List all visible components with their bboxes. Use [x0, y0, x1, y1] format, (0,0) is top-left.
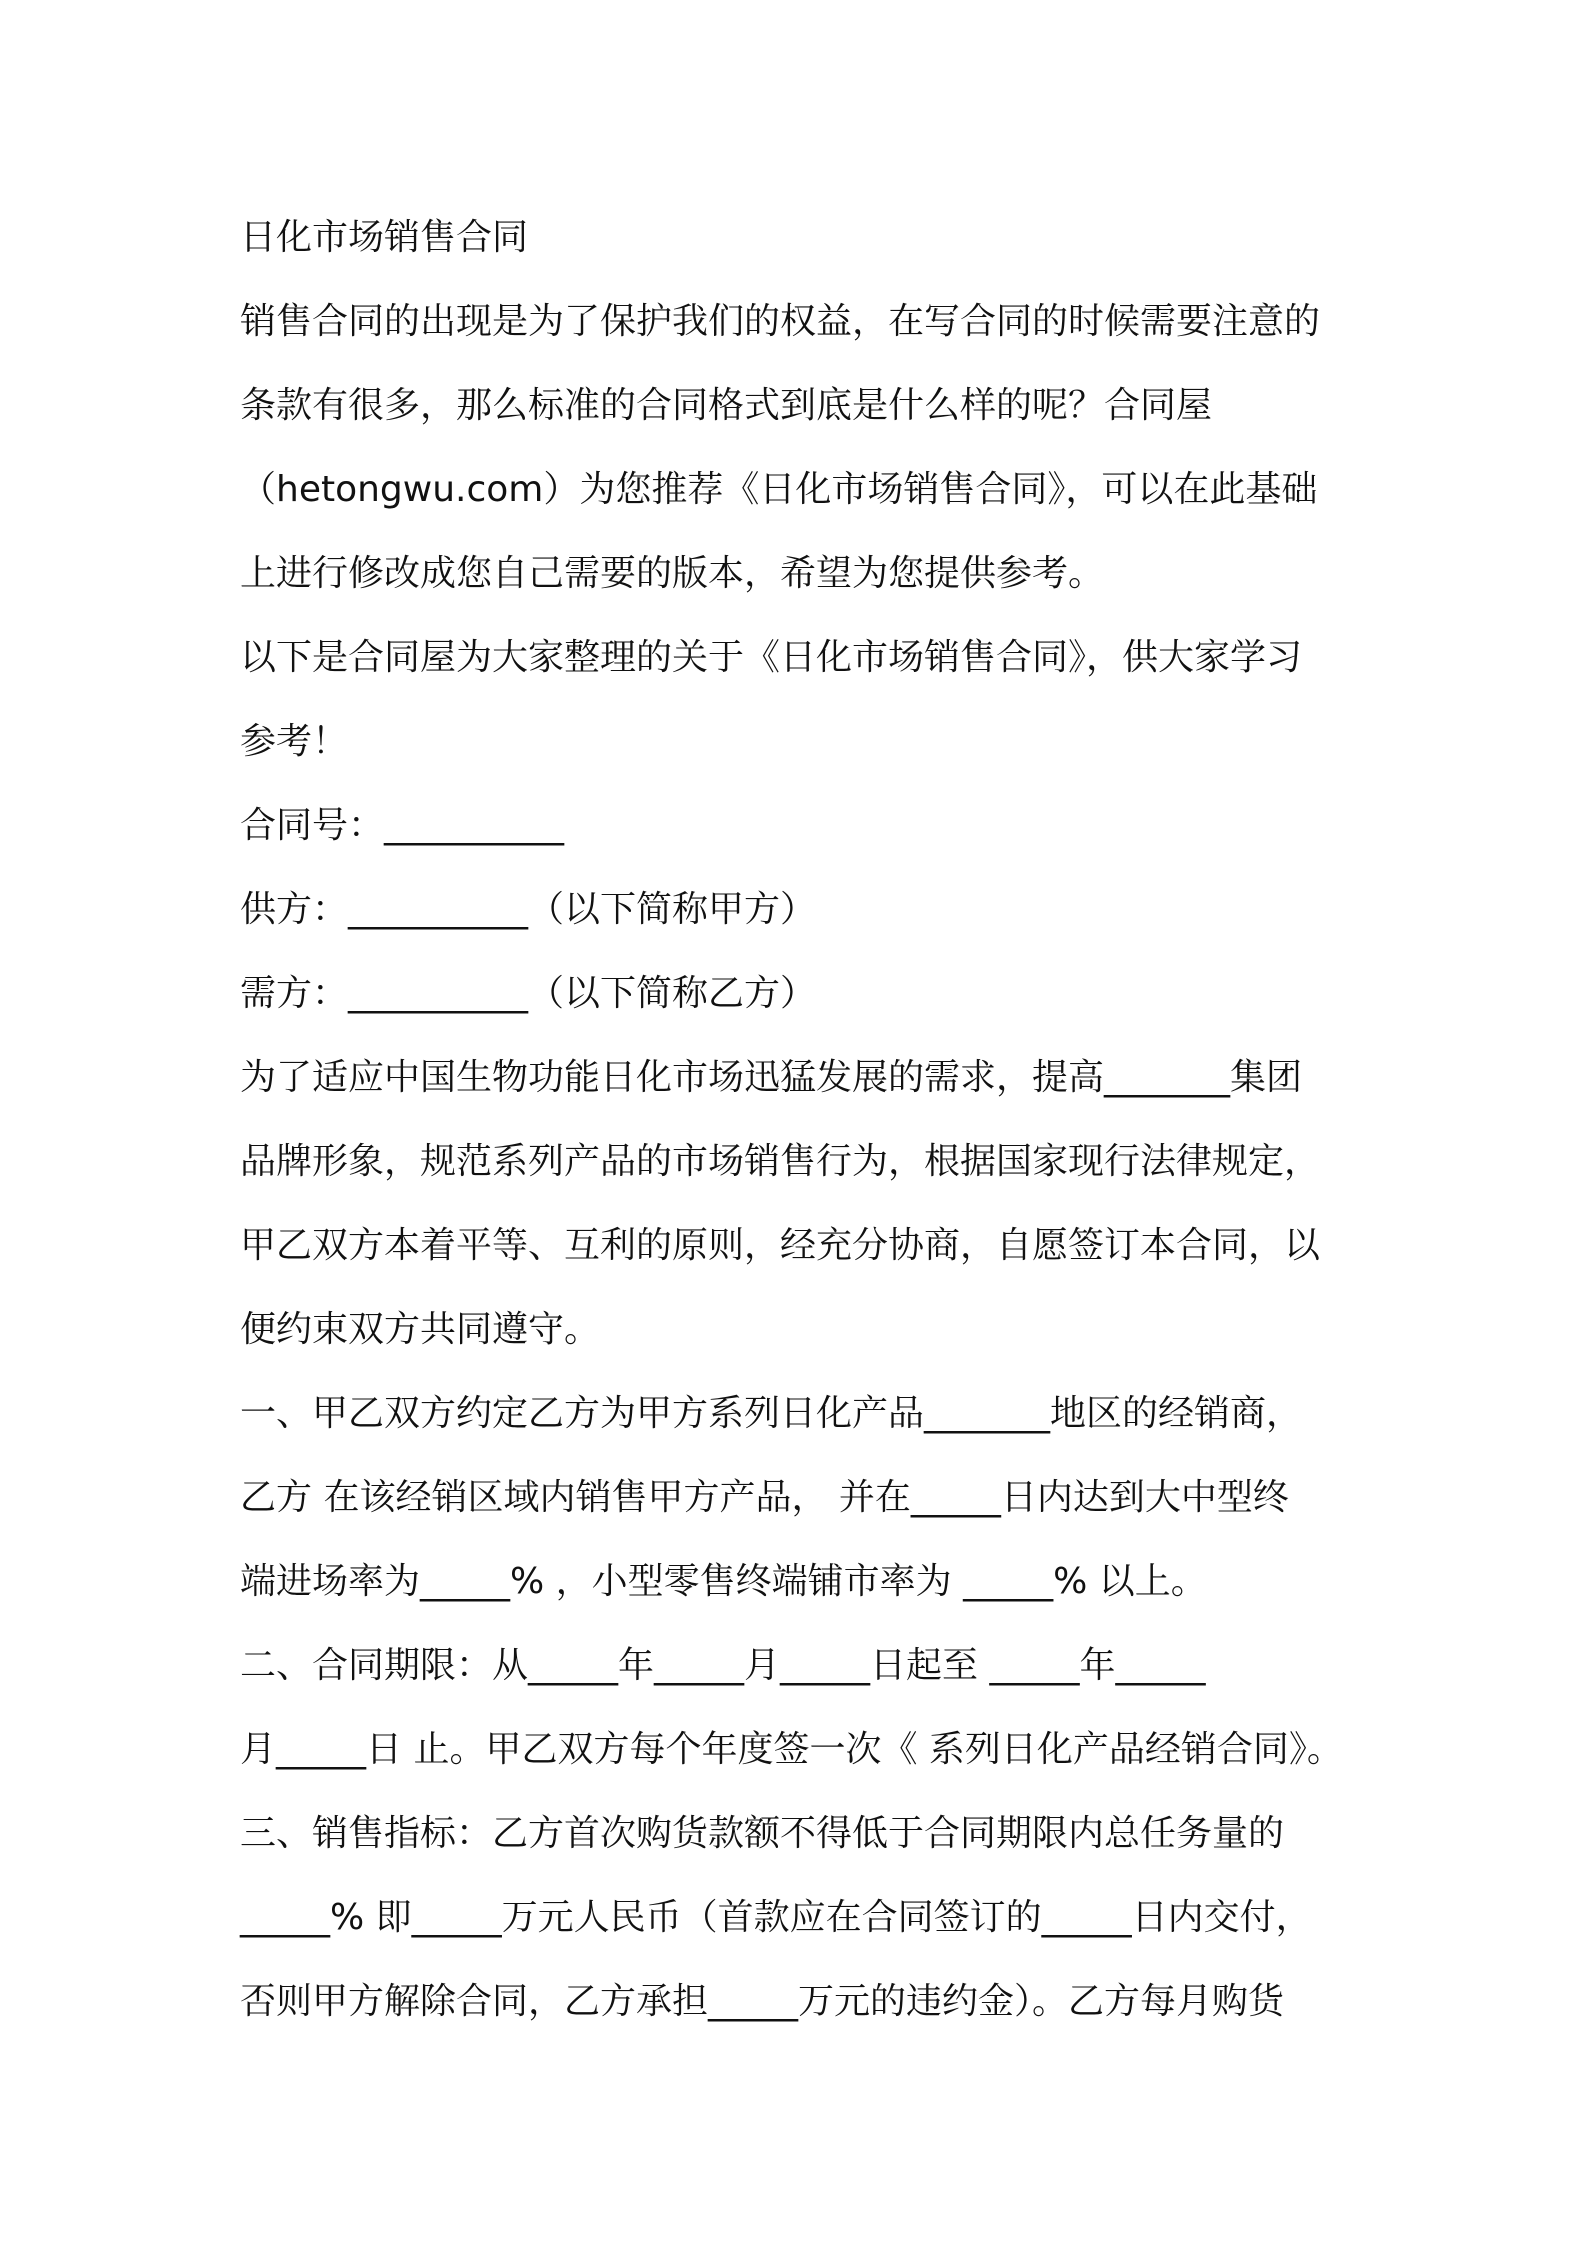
- clause-line: 二、合同期限：从_____年_____月_____日起至 _____年_____: [240, 1645, 1206, 1686]
- paragraph-line: 为了适应中国生物功能日化市场迅猛发展的需求，提高_______集团: [240, 1057, 1303, 1098]
- paragraph-line: 品牌形象，规范系列产品的市场销售行为，根据国家现行法律规定，: [240, 1141, 1321, 1182]
- paragraph-line: 以下是合同屋为大家整理的关于《日化市场销售合同》，供大家学习: [240, 637, 1303, 678]
- clause-line: 乙方 在该经销区域内销售甲方产品， 并在_____日内达到大中型终: [240, 1477, 1289, 1518]
- paragraph-line: 便约束双方共同遵守。: [240, 1309, 601, 1350]
- clause-line: 一、甲乙双方约定乙方为甲方系列日化产品_______地区的经销商，: [240, 1393, 1303, 1434]
- paragraph-line: （hetongwu.com）为您推荐《日化市场销售合同》，可以在此基础: [240, 469, 1318, 510]
- paragraph-line: 参考！: [240, 721, 349, 762]
- buyer-line: 需方：__________（以下简称乙方）: [240, 973, 817, 1014]
- supplier-line: 供方：__________（以下简称甲方）: [240, 889, 817, 930]
- clause-line: _____% 即_____万元人民币（首款应在合同签订的_____日内交付，: [240, 1897, 1312, 1938]
- clause-line: 三、销售指标：乙方首次购货款额不得低于合同期限内总任务量的: [240, 1813, 1285, 1854]
- clause-line: 端进场率为_____% ，小型零售终端铺市率为 _____% 以上。: [240, 1561, 1207, 1602]
- document-body: [240, 196, 1380, 2044]
- clause-line: 否则甲方解除合同，乙方承担_____万元的违约金）。乙方每月购货: [240, 1981, 1285, 2022]
- contract-number-line: 合同号：__________: [240, 805, 565, 846]
- paragraph-line: 上进行修改成您自己需要的版本，希望为您提供参考。: [240, 553, 1105, 594]
- paragraph-line: 甲乙双方本着平等、互利的原则，经充分协商，自愿签订本合同，以: [240, 1225, 1321, 1266]
- paragraph-line: 销售合同的出现是为了保护我们的权益，在写合同的时候需要注意的: [240, 301, 1321, 342]
- paragraph-line: 条款有很多，那么标准的合同格式到底是什么样的呢？合同屋: [240, 385, 1213, 426]
- clause-line: 月_____日 止。甲乙双方每个年度签一次《 系列日化产品经销合同》。: [240, 1729, 1343, 1770]
- document-title: 日化市场销售合同: [240, 217, 529, 258]
